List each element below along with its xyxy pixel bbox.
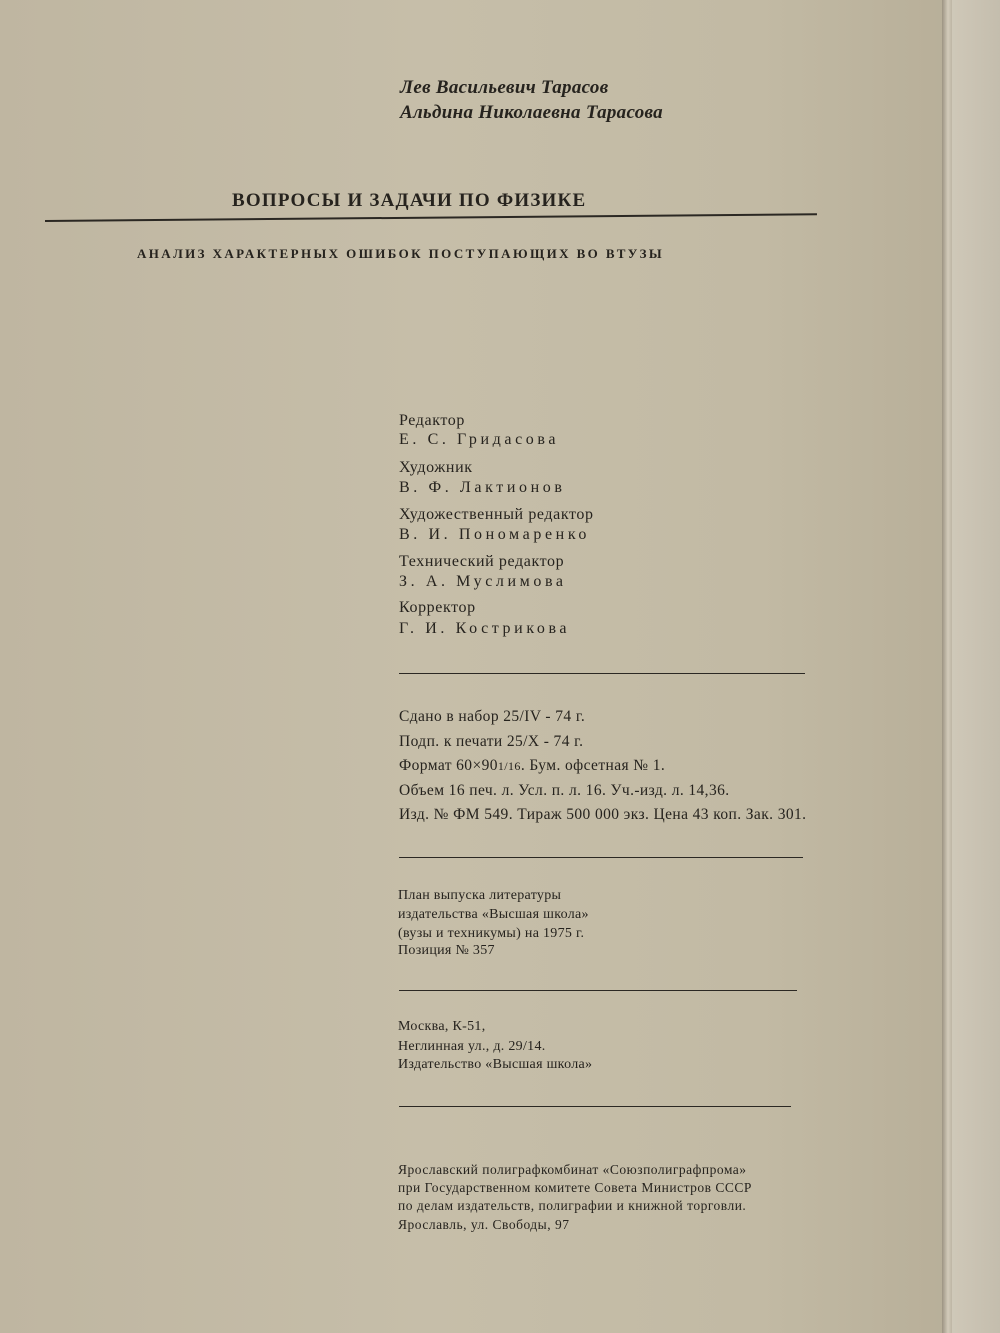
author-2: Альдина Николаевна Тарасова xyxy=(400,102,663,123)
credit-role-tech-editor: Технический редактор xyxy=(399,553,565,570)
plan-line: Позиция № 357 xyxy=(398,943,495,958)
address-line: Москва, К-51, xyxy=(398,1019,486,1034)
credit-name-editor: Е. С. Гридасова xyxy=(399,431,560,448)
format-text: Формат 60×90 xyxy=(399,757,498,774)
next-page-strip xyxy=(952,0,1000,1333)
credit-name-proofreader: Г. И. Кострикова xyxy=(399,620,571,637)
plan-line: издательства «Высшая школа» xyxy=(398,907,589,922)
printer-line: Ярославль, ул. Свободы, 97 xyxy=(398,1217,570,1232)
credit-name-artist: В. Ф. Лактионов xyxy=(399,479,566,496)
publication-line: Объем 16 печ. л. Усл. п. л. 16. Уч.-изд. л. 14,36. xyxy=(399,782,730,799)
author-1: Лев Васильевич Тарасов xyxy=(400,77,609,98)
address-line: Неглинная ул., д. 29/14. xyxy=(398,1039,546,1054)
book-title: ВОПРОСЫ И ЗАДАЧИ ПО ФИЗИКЕ xyxy=(232,190,587,211)
title-rule xyxy=(45,213,817,222)
printer-line: при Государственном комитете Совета Министров СССР xyxy=(398,1180,752,1195)
credit-role-artist: Художник xyxy=(399,459,473,476)
publication-line: Подп. к печати 25/X - 74 г. xyxy=(399,733,584,750)
plan-line: План выпуска литературы xyxy=(398,888,562,903)
credit-role-editor: Редактор xyxy=(399,412,465,429)
publication-line: Сдано в набор 25/IV - 74 г. xyxy=(399,708,586,725)
separator-line xyxy=(399,990,797,991)
format-fraction: 1/16 xyxy=(497,759,521,773)
book-subtitle: АНАЛИЗ ХАРАКТЕРНЫХ ОШИБОК ПОСТУПАЮЩИХ ВО ВТУЗЫ xyxy=(137,246,665,261)
page-edge xyxy=(942,0,952,1333)
address-line: Издательство «Высшая школа» xyxy=(398,1057,593,1072)
printer-line: по делам издательств, полиграфии и книжной торговли. xyxy=(398,1198,747,1213)
credit-role-proofreader: Корректор xyxy=(399,599,476,616)
credit-name-art-editor: В. И. Пономаренко xyxy=(399,526,590,543)
credit-role-art-editor: Художественный редактор xyxy=(399,506,594,523)
credit-name-tech-editor: З. А. Муслимова xyxy=(399,573,567,590)
publication-line: Изд. № ФМ 549. Тираж 500 000 экз. Цена 43 коп. Зак. 301. xyxy=(399,806,807,823)
printer-line: Ярославский полиграфкомбинат «Союзполиграфпрома» xyxy=(398,1162,747,1177)
publication-line xyxy=(399,757,665,775)
separator-line xyxy=(399,1106,791,1107)
plan-line: (вузы и техникумы) на 1975 г. xyxy=(398,926,585,941)
paper-text: . Бум. офсетная № 1. xyxy=(520,757,666,774)
separator-line xyxy=(399,857,803,858)
separator-line xyxy=(399,673,805,674)
